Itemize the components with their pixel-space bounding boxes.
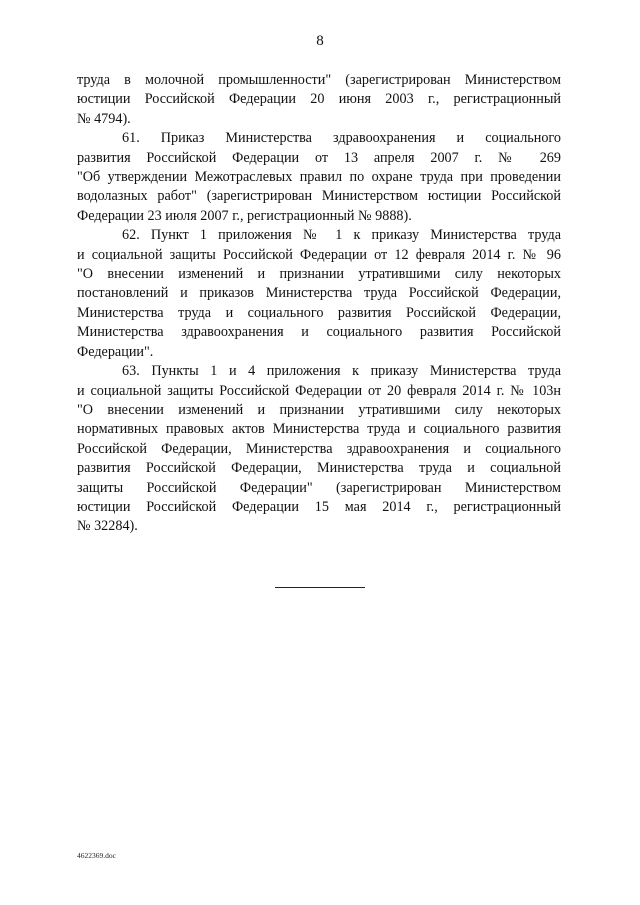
text-line: Федерации 23 июля 2007 г., регистрационный № 9888). (77, 207, 412, 224)
text-line: Министерства труда и социального развития Российской Федерации, (77, 304, 561, 321)
text-line: "Об утверждении Межотраслевых правил по охране труда при проведении (77, 169, 561, 186)
paragraph-item-61 (77, 129, 561, 226)
text-line: "О внесении изменений и признании утратившими силу некоторых (77, 266, 561, 283)
text-line: Федерации". (77, 343, 154, 360)
text-line: № 32284). (77, 518, 138, 535)
document-body (77, 71, 561, 537)
paragraph-continuation (77, 71, 561, 129)
text-line: Российской Федерации, Министерства здравоохранения и социального (77, 440, 561, 457)
text-line: труда в молочной промышленности" (зарегистрирован Министерством (77, 72, 561, 88)
text-line: развития Российской Федерации от 13 апреля 2007 г. № 269 (77, 149, 561, 166)
paragraph-item-62 (77, 226, 561, 362)
text-line: юстиции Российской Федерации 20 июня 2003 г., регистрационный (77, 91, 561, 108)
text-line: и социальной защиты Российской Федерации от 20 февраля 2014 г. № 103н (77, 382, 561, 399)
text-line: постановлений и приказов Министерства труда Российской Федерации, (77, 285, 561, 302)
text-line: 62. Пункт 1 приложения № 1 к приказу Министерства труда (122, 227, 561, 244)
text-line: нормативных правовых актов Министерства труда и социального развития (77, 421, 561, 438)
text-line: и социальной защиты Российской Федерации от 12 февраля 2014 г. № 96 (77, 246, 561, 263)
end-separator-line (275, 587, 365, 588)
text-line: Министерства здравоохранения и социального развития Российской (77, 324, 561, 341)
text-line: "О внесении изменений и признании утратившими силу некоторых (77, 401, 561, 418)
text-line: юстиции Российской Федерации 15 мая 2014 г., регистрационный (77, 498, 561, 515)
text-line: развития Российской Федерации, Министерства труда и социальной (77, 460, 561, 477)
text-line: защиты Российской Федерации" (зарегистрирован Министерством (77, 479, 561, 496)
text-line: 63. Пункты 1 и 4 приложения к приказу Министерства труда (122, 363, 561, 380)
paragraph-item-63 (77, 362, 561, 537)
footer-file-name: 4622369.doc (77, 851, 116, 860)
text-line: 61. Приказ Министерства здравоохранения и социального (122, 130, 561, 147)
page-number: 8 (316, 33, 324, 49)
text-line: водолазных работ" (зарегистрирован Министерством юстиции Российской (77, 188, 561, 205)
text-line: № 4794). (77, 110, 131, 127)
